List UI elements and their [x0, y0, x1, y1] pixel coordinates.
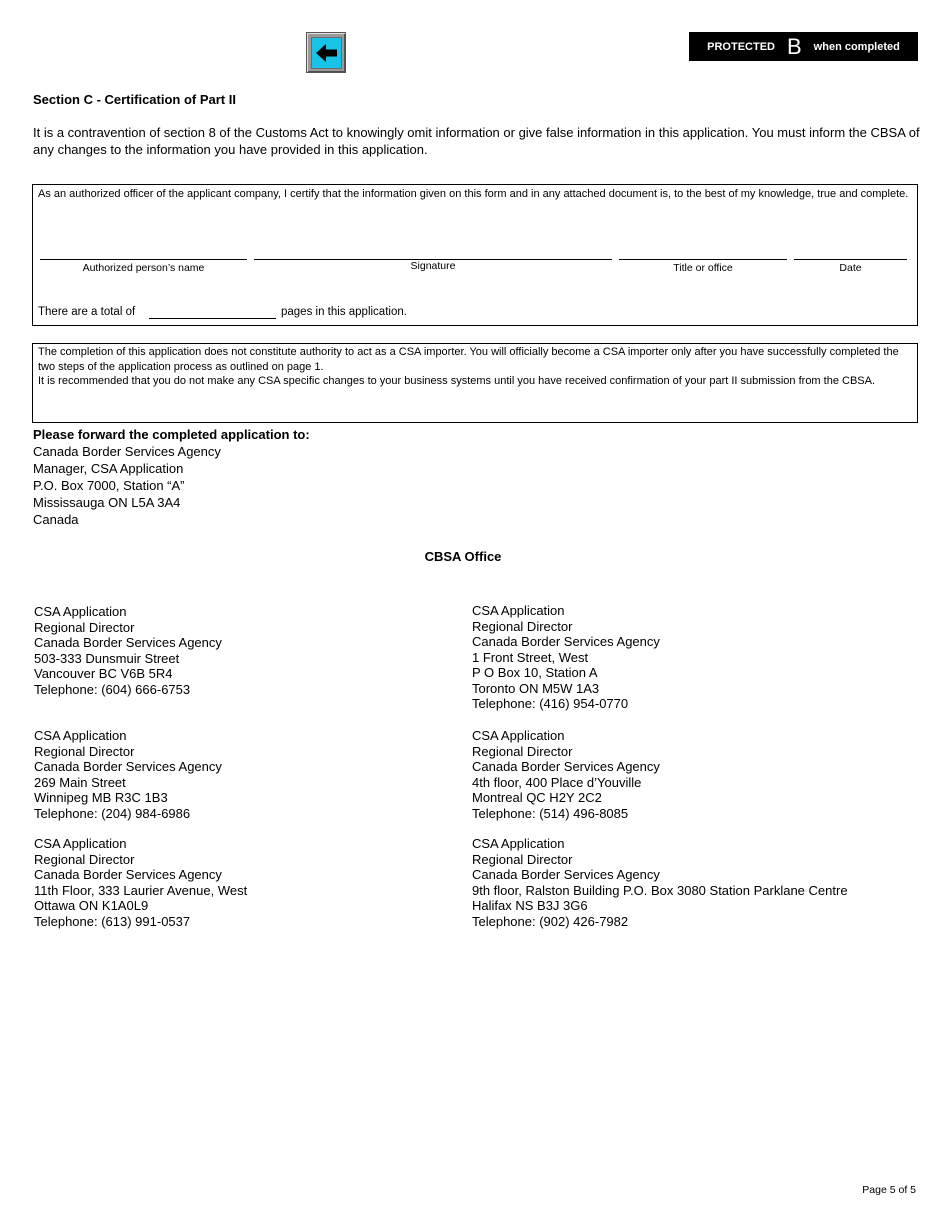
office-line: Canada Border Services Agency	[34, 759, 222, 774]
office-line: Toronto ON M5W 1A3	[472, 680, 600, 696]
office-line: Telephone: (604) 666-6753	[34, 681, 191, 697]
section-title: Section C - Certification of Part II	[33, 92, 236, 107]
protected-suffix: when completed	[813, 40, 900, 53]
office-line: Telephone: (613) 991-0537	[34, 913, 191, 929]
page-number: Page 5 of 5	[862, 1184, 916, 1196]
certification-statement: As an authorized officer of the applicant company, I certify that the information given on this form and in any attached document is, to the best of my knowledge, true and complete.	[38, 188, 909, 200]
title-field[interactable]	[619, 259, 787, 260]
office-line: Telephone: (416) 954-0770	[472, 696, 629, 711]
office-vancouver	[34, 604, 222, 697]
certification-box	[32, 184, 918, 326]
office-line: 4th floor, 400 Place d’Youville	[472, 774, 642, 790]
arrow-left-icon	[314, 41, 340, 65]
forward-line: Manager, CSA Application	[33, 461, 184, 476]
offices-title: CBSA Office	[424, 549, 502, 564]
office-line: Winnipeg MB R3C 1B3	[34, 790, 168, 805]
protected-banner	[689, 32, 918, 61]
office-line: 11th Floor, 333 Laurier Avenue, West	[34, 882, 248, 898]
back-button[interactable]	[306, 32, 346, 73]
date-label: Date	[839, 262, 862, 274]
office-winnipeg	[34, 728, 222, 821]
pages-prefix: There are a total of	[38, 306, 136, 318]
office-line: Regional Director	[472, 618, 573, 634]
name-field[interactable]	[40, 259, 247, 260]
forward-line: Canada	[33, 512, 79, 527]
office-ottawa	[34, 836, 247, 929]
office-line: 269 Main Street	[34, 774, 126, 790]
protected-level: B	[786, 33, 802, 59]
forward-line: Canada Border Services Agency	[33, 444, 221, 459]
forward-address	[33, 426, 310, 528]
notice-line-2: It is recommended that you do not make any CSA specific changes to your business systems until you have received confirmation of your part II submission from the CBSA.	[38, 375, 876, 387]
office-line: CSA Application	[472, 836, 565, 851]
office-line: Regional Director	[472, 743, 573, 759]
office-line: Regional Director	[472, 851, 573, 867]
section-intro: It is a contravention of section 8 of the Customs Act to knowingly omit information or give false information in this application. You must inform the CBSA of any changes to the information you have provided in this application.	[33, 125, 920, 157]
date-field[interactable]	[794, 259, 907, 260]
name-label: Authorized person’s name	[82, 262, 205, 274]
forward-heading: Please forward the completed application to:	[33, 427, 310, 442]
office-line: Canada Border Services Agency	[472, 634, 660, 649]
pages-count-field[interactable]	[149, 318, 276, 319]
office-line: Telephone: (204) 984-6986	[34, 805, 191, 821]
office-line: CSA Application	[34, 604, 127, 619]
office-line: Ottawa ON K1A0L9	[34, 898, 149, 913]
signature-label: Signature	[410, 260, 456, 272]
title-label: Title or office	[673, 262, 733, 274]
office-line: Regional Director	[34, 851, 135, 867]
notice-box	[32, 343, 918, 423]
office-line: Regional Director	[34, 743, 135, 759]
office-line: 9th floor, Ralston Building P.O. Box 3080 Station Parklane Centre	[472, 882, 848, 898]
office-line: Halifax NS B3J 3G6	[472, 898, 588, 913]
office-line: Telephone: (514) 496-8085	[472, 805, 629, 821]
office-line: Regional Director	[34, 619, 135, 635]
forward-line: P.O. Box 7000, Station “A”	[33, 478, 185, 493]
forward-line: Mississauga ON L5A 3A4	[33, 495, 181, 510]
office-line: CSA Application	[472, 603, 565, 618]
pages-suffix: pages in this application.	[281, 306, 407, 318]
office-line: Vancouver BC V6B 5R4	[34, 666, 173, 681]
office-line: 1 Front Street, West	[472, 649, 589, 665]
office-toronto	[472, 603, 660, 712]
office-line: Canada Border Services Agency	[34, 867, 222, 882]
office-line: CSA Application	[472, 728, 565, 743]
office-line: 503-333 Dunsmuir Street	[34, 650, 180, 666]
office-halifax	[472, 836, 848, 929]
office-line: CSA Application	[34, 728, 127, 743]
office-line: Canada Border Services Agency	[34, 635, 222, 650]
protected-label: PROTECTED	[707, 40, 775, 53]
office-line: CSA Application	[34, 836, 127, 851]
office-line: Canada Border Services Agency	[472, 759, 660, 774]
office-line: Canada Border Services Agency	[472, 867, 660, 882]
office-montreal	[472, 728, 660, 821]
office-line: Telephone: (902) 426-7982	[472, 913, 629, 929]
office-line: P O Box 10, Station A	[472, 665, 598, 680]
office-line: Montreal QC H2Y 2C2	[472, 790, 602, 805]
notice-line-1: The completion of this application does not constitute authority to act as a CSA importer. You will officially become a CSA importer only after you have successfully completed the two steps of the application process as outlined on page 1.	[38, 346, 899, 373]
